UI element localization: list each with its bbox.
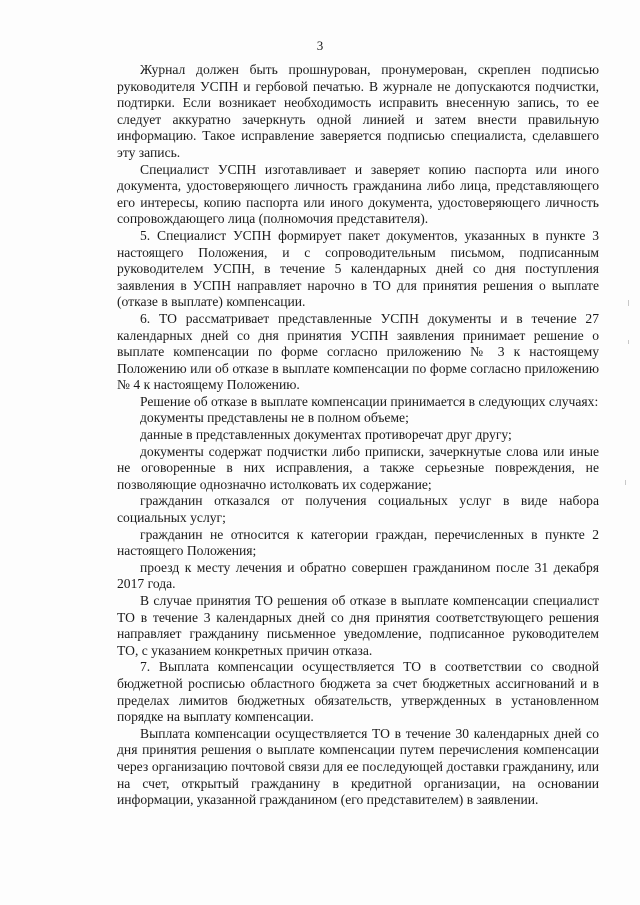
paragraph-clause-7: 7. Выплата компенсации осуществляется ТО в соответствии со сводной бюджетной росписью областного бюджета за счет бюджетных ассигнований и в пределах лимитов бюджетных обязательств, утвержденных в установленном порядке на выплату компенсации.	[117, 659, 599, 725]
paragraph-payment-terms: Выплата компенсации осуществляется ТО в течение 30 календарных дней со дня принятия решения о выплате компенсации путем перечисления компенсации через организацию почтовой связи для ее последующей доставки гражданину, или на счет, открытый гражданину в кредитной организации, на основании информации, указанной гражданином (его представителем) в заявлении.	[117, 725, 599, 808]
paragraph-passport-copy: Специалист УСПН изготавливает и заверяет копию паспорта или иного документа, удостоверяющего личность гражданина либо лица, представляющего его интересы, копию паспорта или иного документа, удостоверяющего личность сопровождающего лица (полномочия представителя).	[117, 161, 599, 227]
refusal-case-item: документы содержат подчистки либо приписки, зачеркнутые слова или иные не оговоренные в них исправления, а также серьезные повреждения, не позволяющие однозначно истолковать их содержание;	[117, 443, 599, 492]
scan-artifact	[625, 480, 626, 485]
paragraph-clause-5: 5. Специалист УСПН формирует пакет документов, указанных в пункте 3 настоящего Положения, и с сопроводительным письмом, подписанным руководителем УСПН, в течение 5 календарных дней со дня поступления заявления в УСПН направляет нарочно в ТО для принятия решения о выплате (отказе в выплате) компенсации.	[117, 227, 599, 310]
refusal-case-item: гражданин не относится к категории граждан, перечисленных в пункте 2 настоящего Положения;	[117, 526, 599, 559]
scan-artifact	[628, 300, 629, 306]
refusal-case-item: данные в представленных документах противоречат друг другу;	[140, 427, 512, 443]
paragraph-clause-6: 6. ТО рассматривает представленные УСПН документы и в течение 27 календарных дней со дня принятия УСПН заявления принимает решение о выплате компенсации по форме согласно приложению № 3 к настоящему Положению или об отказе в выплате компенсации по форме согласно приложению № 4 к настоящему Положению.	[117, 310, 599, 393]
scan-artifact	[628, 340, 629, 344]
paragraph-refusal-notification: В случае принятия ТО решения об отказе в выплате компенсации специалист ТО в течение 3 календарных дней со дня принятия соответствующего решения направляет гражданину письменное уведомление, подписанное руководителем ТО, с указанием конкретных причин отказа.	[117, 593, 599, 658]
refusal-case-item: проезд к месту лечения и обратно совершен гражданином после 31 декабря 2017 года.	[117, 559, 599, 592]
refusal-case-item: гражданин отказался от получения социальных услуг в виде набора социальных услуг;	[117, 493, 599, 526]
refusal-case-item: документы представлены не в полном объеме;	[140, 410, 409, 426]
paragraph-refusal-intro: Решение об отказе в выплате компенсации принимается в следующих случаях:	[140, 393, 599, 409]
page-number: 3	[316, 38, 324, 53]
paragraph-journal-requirements: Журнал должен быть прошнурован, пронумерован, скреплен подписью руководителя УСПН и гербовой печатью. В журнале не допускаются подчистки, подтирки. Если возникает необходимость исправить внесенную запись, то ее следует аккуратно зачеркнуть одной линией и затем внести правильную информацию. Такое исправление заверяется подписью специалиста, сделавшего эту запись.	[117, 62, 599, 160]
document-body	[117, 62, 599, 809]
